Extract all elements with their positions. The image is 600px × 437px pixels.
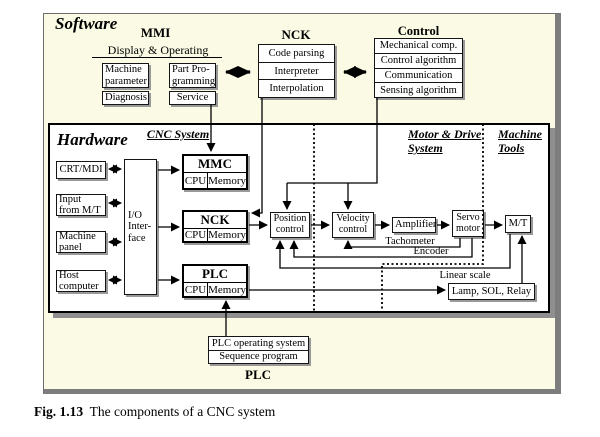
figure-caption xyxy=(34,404,454,420)
plc-cpu: CPU xyxy=(184,283,207,296)
mmc-memory: Memory xyxy=(208,174,246,187)
servo-motor-box: Servo motor xyxy=(452,210,484,237)
machine-tools-label: Machine Tools xyxy=(498,127,543,156)
plc-software-table xyxy=(208,336,309,364)
nck-software-heading: NCK xyxy=(281,27,311,42)
plc-hardware-box: PLC CPU Memory xyxy=(182,264,248,298)
linear-scale-label: Linear scale xyxy=(439,270,491,281)
crt-mdi-box: CRT/MDI xyxy=(56,161,106,179)
velocity-control-box: Velocity control xyxy=(332,212,374,238)
amplifier-box: Amplifier xyxy=(392,217,436,233)
nck-hardware-box: NCK CPU Memory xyxy=(182,210,248,243)
io-interface-box: I/O Inter- face xyxy=(124,159,157,295)
input-from-mt-box: Input from M/T xyxy=(56,194,106,216)
tachometer-label: Tachometer xyxy=(385,236,435,247)
position-control-box: Position control xyxy=(270,212,310,238)
part-programming-box: Part Pro- gramming xyxy=(169,63,216,88)
diagnosis-box: Diagnosis xyxy=(102,91,149,105)
control-row-communication: Communication xyxy=(375,69,462,84)
plc-operating-system-row: PLC operating system xyxy=(209,337,308,351)
figure-caption-tag: Fig. 1.13 xyxy=(34,404,84,419)
nck-row-code-parsing: Code parsing xyxy=(259,45,334,63)
mmi-heading: MMI xyxy=(140,25,171,40)
mmi-subheading: Display & Operating xyxy=(107,43,209,57)
host-computer-box: Host computer xyxy=(56,270,106,292)
control-row-mechanical: Mechanical comp. xyxy=(375,39,462,54)
nck-row-interpolation: Interpolation xyxy=(269,83,324,95)
plc-software-label: PLC xyxy=(245,367,271,382)
machine-parameter-box: Machine parameter xyxy=(102,63,149,88)
control-heading: Control xyxy=(397,24,440,38)
nck-memory: Memory xyxy=(208,229,246,241)
control-row-sensing: Sensing algorithm xyxy=(380,84,457,96)
mmc-cpu: CPU xyxy=(184,174,207,187)
nck-cpu: CPU xyxy=(184,229,207,241)
lamp-sol-relay-box: Lamp, SOL, Relay xyxy=(448,283,535,300)
service-box: Service xyxy=(169,91,216,105)
encoder-label: Encoder xyxy=(413,246,449,257)
motor-drive-label: Motor & Drive System xyxy=(408,127,482,156)
figure-caption-text: The components of a CNC system xyxy=(89,404,276,419)
sequence-program-row: Sequence program xyxy=(219,351,298,363)
nck-row-interpreter: Interpreter xyxy=(259,63,334,81)
mmc-box: MMC CPU Memory xyxy=(182,154,248,190)
software-title: Software xyxy=(55,14,118,33)
control-table xyxy=(374,38,463,98)
plc-memory: Memory xyxy=(208,283,246,296)
machine-panel-box: Machine panel xyxy=(56,231,106,253)
mt-box: M/T xyxy=(505,215,531,233)
mmi-subheading-rule xyxy=(92,57,222,58)
cnc-system-label: CNC System xyxy=(146,127,210,141)
nck-software-table xyxy=(258,44,335,98)
hardware-title: Hardware xyxy=(57,130,128,149)
control-row-algorithm: Control algorithm xyxy=(375,54,462,69)
